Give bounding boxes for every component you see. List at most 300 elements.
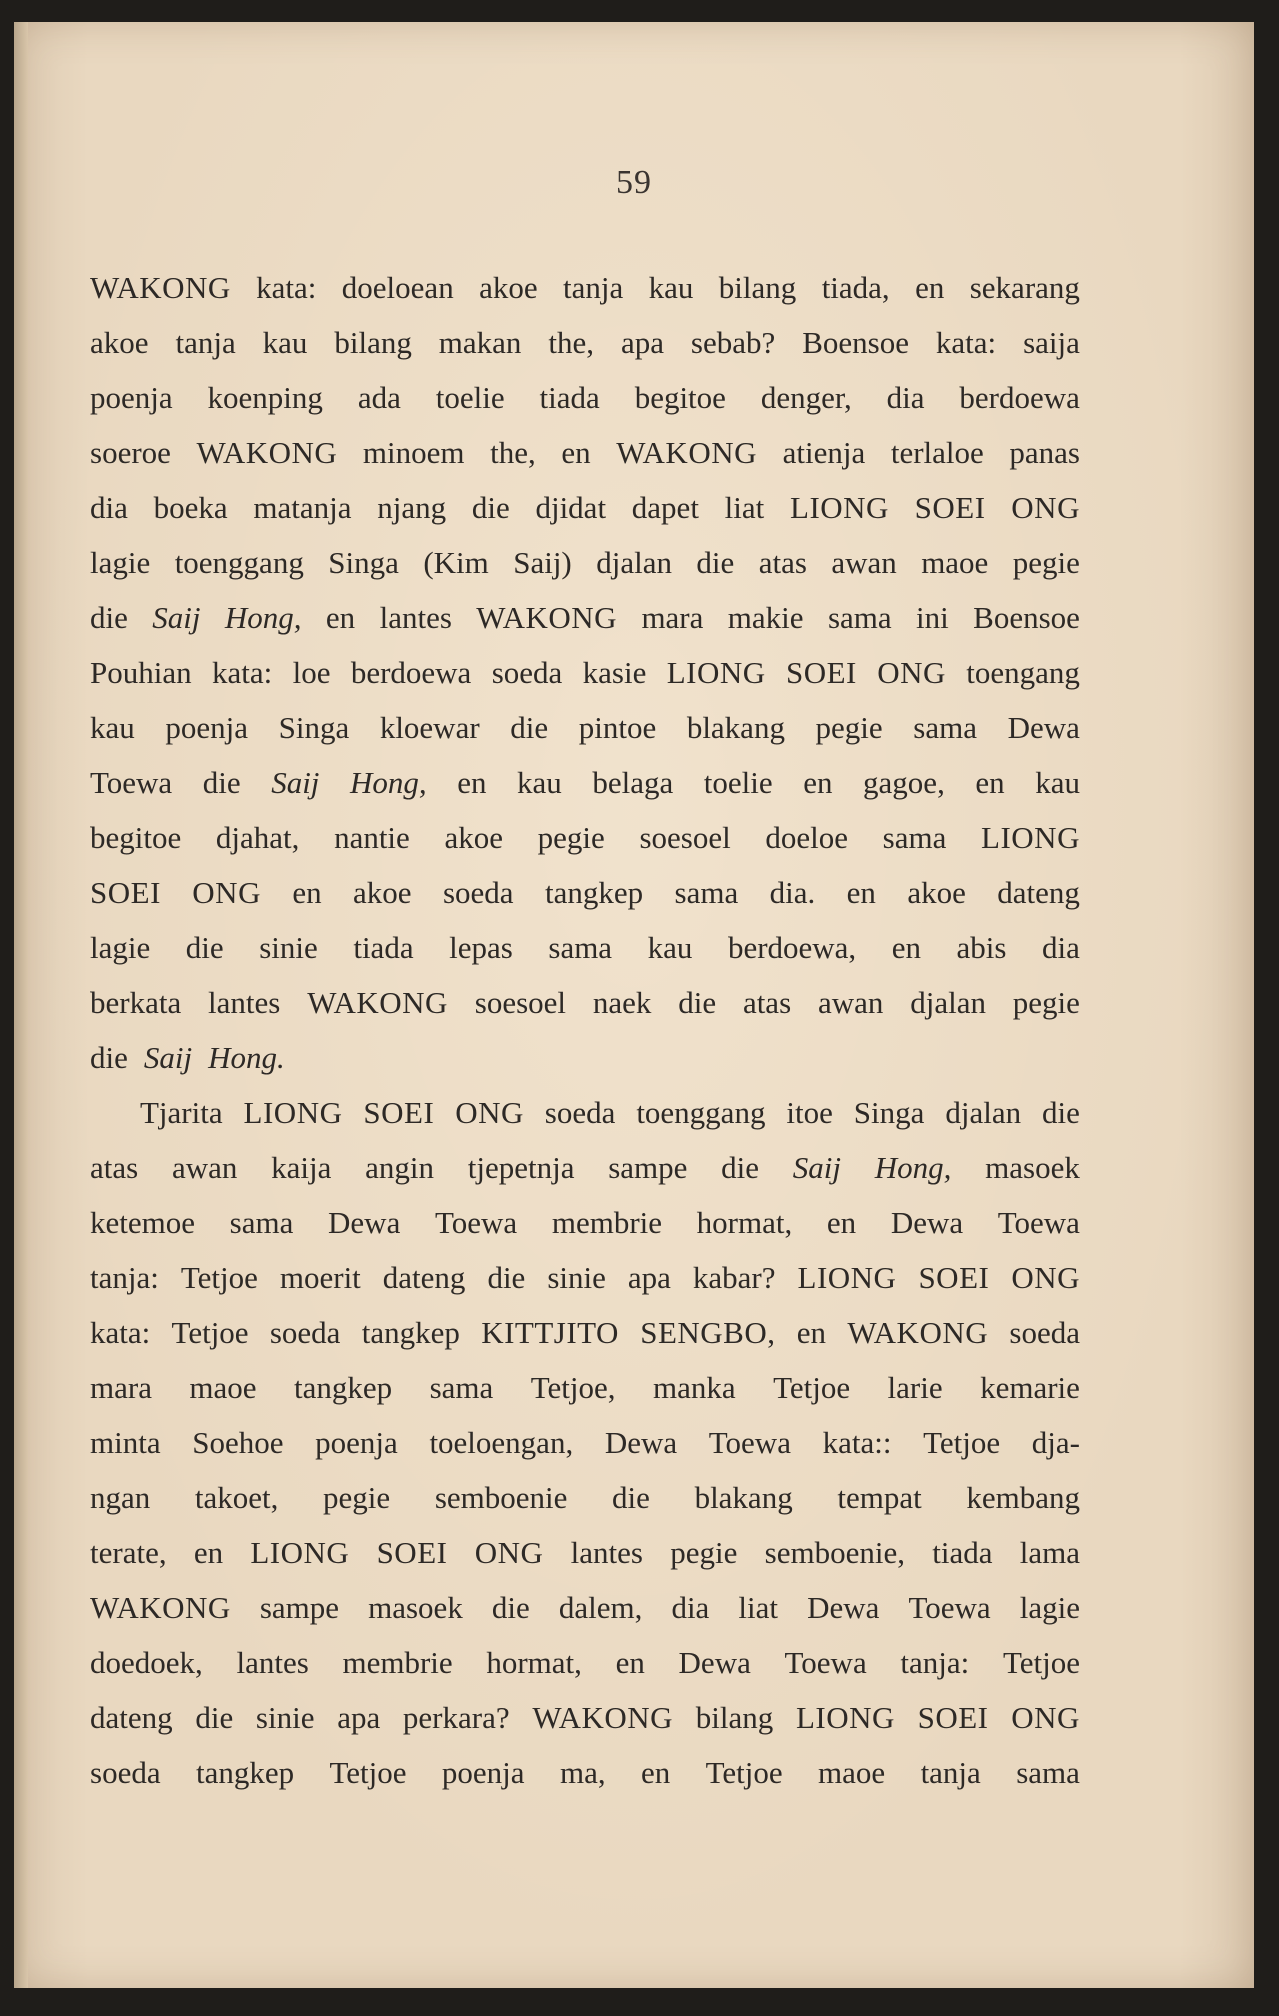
- word: Saij: [152, 600, 201, 635]
- text-line: [90, 480, 1080, 535]
- word: en: [826, 1205, 857, 1240]
- page-edge: [14, 22, 28, 1988]
- word: berdoewa: [959, 380, 1080, 415]
- word: en: [615, 1645, 645, 1680]
- word: die: [1042, 1095, 1080, 1130]
- text-line: [90, 315, 1080, 370]
- word: en: [292, 875, 322, 910]
- word: blakang: [694, 1480, 793, 1515]
- word: sama: [882, 820, 947, 855]
- word: terate,: [90, 1535, 167, 1570]
- word: lama: [1019, 1535, 1080, 1570]
- word: LIONG: [981, 820, 1080, 855]
- word: mara: [90, 1370, 152, 1405]
- word: WAKONG: [847, 1315, 989, 1350]
- word: bilang: [695, 1700, 774, 1735]
- word: KITTJITO: [481, 1315, 619, 1350]
- word: akoe: [353, 875, 412, 910]
- word: masoek: [985, 1150, 1080, 1185]
- word: kembang: [966, 1480, 1080, 1515]
- word: dia: [671, 1590, 710, 1625]
- word: lagie: [90, 930, 151, 965]
- word: Tetjoe: [180, 1260, 258, 1295]
- word: poenja: [441, 1755, 525, 1790]
- text-line: [90, 1250, 1080, 1305]
- word: tiada: [932, 1535, 993, 1570]
- word: ketemoe: [90, 1205, 196, 1240]
- word: djahat,: [215, 820, 300, 855]
- word: naek: [592, 985, 652, 1020]
- word: maoe: [189, 1370, 257, 1405]
- word: sinie: [255, 1700, 315, 1735]
- word: akoe: [90, 325, 149, 360]
- word: kau: [90, 710, 135, 745]
- word: awan: [817, 985, 884, 1020]
- word: kata:: [935, 325, 997, 360]
- word: semboenie,: [764, 1535, 905, 1570]
- word: minta: [90, 1425, 161, 1460]
- word: kaija: [271, 1150, 332, 1185]
- word: soesoel: [639, 820, 731, 855]
- text-line: [90, 1525, 1080, 1580]
- word: en: [796, 1315, 827, 1350]
- word: toengang: [966, 655, 1080, 690]
- word: Dewa: [678, 1645, 751, 1680]
- word: en: [915, 270, 945, 305]
- word: kau: [262, 325, 308, 360]
- word: sama: [674, 875, 739, 910]
- word: die: [90, 600, 128, 635]
- word: ONG: [1011, 1260, 1080, 1295]
- word: SOEI: [376, 1535, 448, 1570]
- word: Toewa: [997, 1205, 1080, 1240]
- word: die: [487, 1260, 526, 1295]
- word: tjepetnja: [467, 1150, 575, 1185]
- word: ma,: [559, 1755, 606, 1790]
- word: dia: [886, 380, 925, 415]
- word: Saij: [143, 1040, 193, 1075]
- book-page: [14, 22, 1254, 1988]
- word: WAKONG: [476, 600, 618, 635]
- word: toenggang: [636, 1095, 766, 1130]
- word: Hong,: [874, 1150, 952, 1185]
- word: kata::: [822, 1425, 892, 1460]
- word: apa: [620, 325, 664, 360]
- word: en: [803, 765, 833, 800]
- word: semboenie: [434, 1480, 568, 1515]
- word: Hong,: [349, 765, 427, 800]
- word: tanja: [920, 1755, 981, 1790]
- text-line: [90, 590, 1080, 645]
- word: Dewa: [328, 1205, 401, 1240]
- word: tanja:: [900, 1645, 970, 1680]
- word: atas: [758, 545, 807, 580]
- word: Tetjoe: [1002, 1645, 1080, 1680]
- word: sama: [913, 710, 977, 745]
- word: apa: [627, 1260, 671, 1295]
- word: kloewar: [379, 710, 480, 745]
- word: Tetjoe: [171, 1315, 249, 1350]
- word: ONG: [474, 1535, 544, 1570]
- text-line: [90, 755, 1080, 810]
- word: bilang: [334, 325, 412, 360]
- word: lantes: [208, 985, 281, 1020]
- word: nantie: [334, 820, 410, 855]
- word: masoek: [368, 1590, 463, 1625]
- word: Hong.: [208, 1040, 285, 1075]
- word: sama: [1016, 1755, 1080, 1790]
- word: die: [90, 1040, 128, 1075]
- word: Singa: [853, 1095, 925, 1130]
- word: sama: [429, 1370, 494, 1405]
- word: Boensoe: [973, 600, 1080, 635]
- word: en: [891, 930, 921, 965]
- word: kemarie: [980, 1370, 1080, 1405]
- word: Toewa: [90, 765, 173, 800]
- word: die: [612, 1480, 650, 1515]
- word: sama: [229, 1205, 294, 1240]
- word: kata:: [90, 1315, 151, 1350]
- word: dateng: [997, 875, 1080, 910]
- word: sinie: [259, 930, 318, 965]
- word: kau: [648, 270, 694, 305]
- word: Saij): [513, 545, 572, 580]
- text-line: [90, 370, 1080, 425]
- word: maoe: [921, 545, 989, 580]
- word: abis: [956, 930, 1007, 965]
- word: ONG: [1011, 490, 1080, 525]
- word: the,: [548, 325, 594, 360]
- word: kau: [517, 765, 562, 800]
- word: die: [510, 710, 549, 745]
- page-body-text: [90, 260, 1080, 1800]
- word: tiada: [353, 930, 414, 965]
- word: poenja: [90, 380, 173, 415]
- word: pegie: [537, 820, 605, 855]
- word: toelie: [435, 380, 505, 415]
- word: LIONG: [797, 1260, 897, 1295]
- word: membrie: [342, 1645, 453, 1680]
- word: soeda: [269, 1315, 341, 1350]
- word: manka: [652, 1370, 736, 1405]
- word: LIONG: [795, 1700, 895, 1735]
- word: larie: [887, 1370, 943, 1405]
- word: en: [640, 1755, 671, 1790]
- word: itoe: [786, 1095, 833, 1130]
- word: sekarang: [969, 270, 1080, 305]
- text-line: [90, 920, 1080, 975]
- word: maoe: [818, 1755, 886, 1790]
- word: en: [975, 765, 1005, 800]
- word: LIONG: [243, 1095, 343, 1130]
- text-line: [90, 1085, 1080, 1140]
- text-line: [90, 975, 1080, 1030]
- word: pintoe: [578, 710, 657, 745]
- page-number: 59: [616, 164, 652, 201]
- text-line: [90, 810, 1080, 865]
- word: lagie: [90, 545, 151, 580]
- word: tiada,: [821, 270, 890, 305]
- word: liat: [738, 1590, 778, 1625]
- word: lagie: [1019, 1590, 1080, 1625]
- word: ONG: [192, 875, 261, 910]
- word: Singa: [328, 545, 399, 580]
- word: atienja: [782, 435, 866, 470]
- word: mara: [641, 600, 704, 635]
- word: belaga: [592, 765, 674, 800]
- word: ONG: [877, 655, 946, 690]
- word: minoem: [362, 435, 465, 470]
- word: makie: [727, 600, 804, 635]
- word: Tetjoe,: [530, 1370, 616, 1405]
- word: tanja: [563, 270, 624, 305]
- word: dia: [90, 490, 128, 525]
- word: WAKONG: [90, 1590, 231, 1625]
- word: doeloean: [341, 270, 454, 305]
- word: soeda: [1009, 1315, 1080, 1350]
- word: pegie: [815, 710, 883, 745]
- word: LIONG: [250, 1535, 350, 1570]
- word: begitoe: [90, 820, 182, 855]
- word: djalan: [596, 545, 672, 580]
- word: die: [491, 1590, 530, 1625]
- word: the,: [490, 435, 536, 470]
- word: panas: [1009, 435, 1080, 470]
- word: die: [721, 1150, 760, 1185]
- text-line: [90, 1415, 1080, 1470]
- word: Tetjoe: [923, 1425, 1001, 1460]
- word: dalem,: [558, 1590, 643, 1625]
- word: angin: [365, 1150, 434, 1185]
- word: pegie: [1012, 545, 1080, 580]
- word: berkata: [90, 985, 182, 1020]
- word: dia.: [769, 875, 816, 910]
- word: SOEI: [90, 875, 161, 910]
- word: sama: [827, 600, 892, 635]
- word: dateng: [382, 1260, 466, 1295]
- word: saija: [1023, 325, 1080, 360]
- word: loe: [292, 655, 331, 690]
- word: atas: [90, 1150, 139, 1185]
- word: lantes: [570, 1535, 643, 1570]
- word: ada: [357, 380, 401, 415]
- word: soeda: [442, 875, 514, 910]
- word: Toewa: [908, 1590, 991, 1625]
- word: blakang: [686, 710, 785, 745]
- word: liat: [724, 490, 765, 525]
- word: kata:: [256, 270, 317, 305]
- word: kabar?: [692, 1260, 776, 1295]
- word: WAKONG: [196, 435, 338, 470]
- word: Tetjoe: [773, 1370, 851, 1405]
- text-line: [90, 645, 1080, 700]
- word: atas: [742, 985, 792, 1020]
- text-line: [90, 535, 1080, 590]
- word: Saij: [271, 765, 320, 800]
- word: Hong,: [224, 600, 302, 635]
- word: akoe: [479, 270, 538, 305]
- word: pegie: [670, 1535, 738, 1570]
- word: die: [696, 545, 735, 580]
- word: soeda: [90, 1755, 161, 1790]
- word: sampe: [259, 1590, 340, 1625]
- word: Dewa: [807, 1590, 880, 1625]
- word: takoet,: [194, 1480, 279, 1515]
- word: en: [193, 1535, 224, 1570]
- word: akoe: [907, 875, 966, 910]
- word: tangkep: [361, 1315, 460, 1350]
- word: soeroe: [90, 435, 171, 470]
- word: tangkep: [294, 1370, 393, 1405]
- text-line: [90, 1140, 1080, 1195]
- word: djalan: [910, 985, 986, 1020]
- text-line: [90, 260, 1080, 315]
- word: en: [325, 600, 356, 635]
- word: SOEI: [914, 490, 986, 525]
- word: Toewa: [708, 1425, 791, 1460]
- word: lepas: [449, 930, 513, 965]
- word: membrie: [551, 1205, 663, 1240]
- word: soesoel: [474, 985, 567, 1020]
- word: toeloengan,: [429, 1425, 574, 1460]
- word: Tetjoe: [329, 1755, 407, 1790]
- word: ngan: [90, 1480, 151, 1515]
- word: WAKONG: [616, 435, 757, 470]
- word: en: [846, 875, 876, 910]
- word: WAKONG: [532, 1700, 674, 1735]
- word: Singa: [278, 710, 350, 745]
- word: matanja: [253, 490, 352, 525]
- text-line: [90, 1470, 1080, 1525]
- word: tempat: [837, 1480, 922, 1515]
- word: kau: [647, 930, 693, 965]
- text-line: [90, 1360, 1080, 1415]
- word: hormat,: [696, 1205, 793, 1240]
- word: djidat: [535, 490, 607, 525]
- word: awan: [831, 545, 897, 580]
- word: ONG: [455, 1095, 524, 1130]
- word: soeda: [544, 1095, 616, 1130]
- word: Dewa: [1007, 710, 1080, 745]
- word: perkara?: [402, 1700, 510, 1735]
- word: (Kim: [423, 545, 489, 580]
- word: LIONG: [666, 655, 766, 690]
- word: SOEI: [918, 1260, 990, 1295]
- word: bilang: [718, 270, 797, 305]
- word: die: [195, 1700, 234, 1735]
- word: kata:: [211, 655, 273, 690]
- word: sama: [548, 930, 613, 965]
- word: Tetjoe: [705, 1755, 783, 1790]
- word: Soehoe: [192, 1425, 284, 1460]
- word: dja-: [1031, 1425, 1080, 1460]
- word: koenping: [207, 380, 323, 415]
- word: pegie: [323, 1480, 391, 1515]
- word: kau: [1035, 765, 1080, 800]
- word: die: [471, 490, 510, 525]
- word: doedoek,: [90, 1645, 203, 1680]
- word: berdoewa: [350, 655, 472, 690]
- word: tanja:: [90, 1260, 159, 1295]
- word: lantes: [379, 600, 452, 635]
- word: moerit: [279, 1260, 361, 1295]
- text-line: [90, 425, 1080, 480]
- word: lantes: [236, 1645, 309, 1680]
- word: Pouhian: [90, 655, 192, 690]
- word: makan: [438, 325, 522, 360]
- text-line: [90, 1690, 1080, 1745]
- word: SOEI: [363, 1095, 435, 1130]
- word: Dewa: [890, 1205, 964, 1240]
- word: toelie: [703, 765, 773, 800]
- word: terlaloe: [890, 435, 984, 470]
- word: pegie: [1012, 985, 1080, 1020]
- word: njang: [377, 490, 447, 525]
- word: WAKONG: [307, 985, 448, 1020]
- word: dapet: [631, 490, 699, 525]
- word: djalan: [945, 1095, 1022, 1130]
- word: Saij: [792, 1150, 842, 1185]
- word: hormat,: [486, 1645, 582, 1680]
- word: poenja: [315, 1425, 398, 1460]
- text-line: [90, 1635, 1080, 1690]
- word: kasie: [582, 655, 647, 690]
- word: soeda: [491, 655, 563, 690]
- text-line: [90, 1195, 1080, 1250]
- word: SENGBO,: [640, 1315, 776, 1350]
- word: tangkep: [544, 875, 644, 910]
- word: Toewa: [784, 1645, 867, 1680]
- word: sampe: [608, 1150, 688, 1185]
- word: Toewa: [434, 1205, 518, 1240]
- word: apa: [337, 1700, 381, 1735]
- word: Boensoe: [802, 325, 909, 360]
- word: toenggang: [174, 545, 304, 580]
- text-line: [90, 700, 1080, 755]
- word: Tjarita: [140, 1095, 223, 1130]
- word: dateng: [90, 1700, 173, 1735]
- word: denger,: [760, 380, 852, 415]
- word: die: [185, 930, 224, 965]
- word: tanja: [175, 325, 236, 360]
- word: en: [561, 435, 591, 470]
- word: berdoewa,: [727, 930, 857, 965]
- word: en: [457, 765, 487, 800]
- word: gagoe,: [863, 765, 945, 800]
- word: LIONG: [790, 490, 889, 525]
- word: boeka: [153, 490, 228, 525]
- text-line: [90, 1305, 1080, 1360]
- word: ONG: [1011, 1700, 1080, 1735]
- word: die: [678, 985, 717, 1020]
- word: ini: [916, 600, 949, 635]
- word: Dewa: [604, 1425, 678, 1460]
- word: WAKONG: [90, 270, 231, 305]
- word: dia: [1042, 930, 1080, 965]
- text-line: [90, 865, 1080, 920]
- word: die: [202, 765, 241, 800]
- word: tiada: [539, 380, 600, 415]
- text-line: [90, 1580, 1080, 1635]
- word: tangkep: [195, 1755, 295, 1790]
- word: begitoe: [634, 380, 726, 415]
- word: SOEI: [785, 655, 857, 690]
- word: sebab?: [690, 325, 776, 360]
- text-line: [90, 1745, 1080, 1800]
- word: doeloe: [765, 820, 849, 855]
- word: SOEI: [917, 1700, 989, 1735]
- word: poenja: [165, 710, 248, 745]
